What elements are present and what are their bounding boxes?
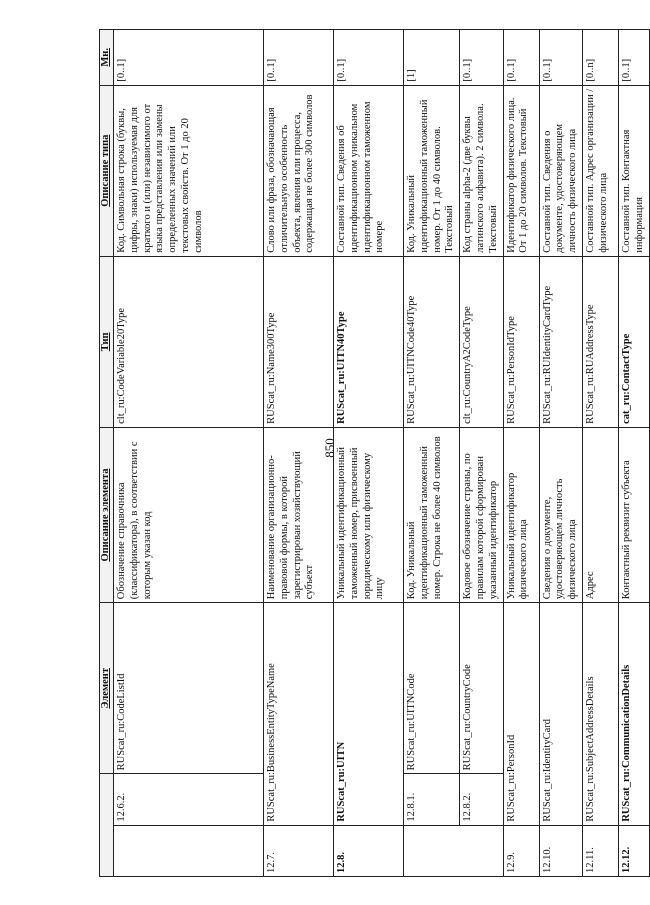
row-element: RUScat_ru:PersonId	[503, 603, 539, 825]
row-element-description: Адрес	[582, 427, 618, 602]
row-element: RUScat_ru:SubjectAddressDetails	[582, 603, 618, 825]
row-type-description: Идентификатор физического лица. От 1 до 20 символов. Текстовый	[503, 85, 539, 256]
header-type-description: Описание типа	[100, 85, 114, 256]
row-element-description: Сведения о документе, удостоверяющем личность физического лица	[539, 427, 582, 602]
row-indent	[460, 825, 503, 876]
row-num: 12.8.1.	[404, 774, 460, 825]
row-type: RUScat_ru:UITNCode40Type	[404, 256, 460, 427]
row-type-description: Код страны alpha-2 (две буквы латинского алфавита). 2 символа. Текстовый	[460, 85, 503, 256]
row-element: RUScat_ru:UITNCode	[404, 603, 460, 774]
row-multiplicity: [0..1]	[618, 30, 649, 86]
row-multiplicity: [0..1]	[539, 30, 582, 86]
row-multiplicity: [0..1]	[460, 30, 503, 86]
row-type-description: Код. Символьная строка (буквы, цифры, знаки) используемая для краткого и (или) независимого от языка представления или замены определенных значений или текстовых свойств. От 1 до 20 символов	[114, 85, 264, 256]
row-type: clt_ru:CountryA2CodeType	[460, 256, 503, 427]
row-multiplicity: [0..1]	[503, 30, 539, 86]
row-num: 12.10.	[539, 825, 582, 876]
row-type-description: Слово или фраза, обозначающая отличительную особенность объекта, явления или процесса, содержащая не более 300 символов	[264, 85, 334, 256]
page-number: 850	[322, 438, 337, 458]
row-type: RUScat_ru:PersonIdType	[503, 256, 539, 427]
row-num: 12.6.2.	[114, 774, 264, 825]
header-num	[100, 774, 114, 877]
row-type-description: Составной тип. Контактная информация	[618, 85, 649, 256]
header-element: Элемент	[100, 603, 114, 774]
row-type-description: Код. Уникальный идентификационный таможенный номер. От 1 до 40 символов. Текстовый	[404, 85, 460, 256]
row-type-description: Составной тип. Сведения о документе, удостоверяющем личность физического лица	[539, 85, 582, 256]
row-type-description: Составной тип. Адрес организации / физического лица	[582, 85, 618, 256]
table-row	[460, 30, 503, 877]
row-multiplicity: [0..n]	[582, 30, 618, 86]
table-header-row	[100, 30, 114, 877]
row-element: RUScat_ru:UITN	[334, 603, 404, 825]
row-type: cat_ru:ContactType	[618, 256, 649, 427]
row-multiplicity: [0..1]	[334, 30, 404, 86]
table-row	[539, 30, 582, 877]
row-type: RUScat_ru:RUAddressType	[582, 256, 618, 427]
row-element-description: Наименование организационно-правовой формы, в которой зарегистрирован хозяйствующий субъект	[264, 427, 334, 602]
row-element-description: Уникальный идентификационный таможенный номер, присвоенный юридическому или физическому лицу	[334, 427, 404, 602]
schema-table	[99, 29, 650, 877]
row-element-description: Уникальный идентификатор физического лица	[503, 427, 539, 602]
header-type: Тип	[100, 256, 114, 427]
row-element: RUScat_ru:CountryCode	[460, 603, 503, 774]
row-type-description: Составной тип. Сведения об идентификационном уникальном идентификационном таможенном номере	[334, 85, 404, 256]
row-type: clt_ru:CodeVariable20Type	[114, 256, 264, 427]
header-multiplicity: Мн.	[100, 30, 114, 86]
row-num: 12.12.	[618, 825, 649, 876]
row-num: 12.11.	[582, 825, 618, 876]
row-element: RUScat_ru:CodeListId	[114, 603, 264, 774]
row-num: 12.9.	[503, 825, 539, 876]
row-element: RUScat_ru:CommunicationDetails	[618, 603, 649, 825]
row-element: RUScat_ru:IdentityCard	[539, 603, 582, 825]
row-multiplicity: [1]	[404, 30, 460, 86]
row-indent	[404, 825, 460, 876]
document-table-rotated	[99, 29, 645, 877]
header-element-description: Описание элемента	[100, 427, 114, 602]
row-type: RUScat_ru:Name300Type	[264, 256, 334, 427]
row-multiplicity: [0..1]	[264, 30, 334, 86]
table-row	[582, 30, 618, 877]
table-row	[618, 30, 649, 877]
row-element-description: Контактный реквизит субъекта	[618, 427, 649, 602]
row-type: RUScat_ru:UITN40Type	[334, 256, 404, 427]
table-row	[503, 30, 539, 877]
row-indent	[114, 825, 264, 876]
row-num: 12.7.	[264, 825, 334, 876]
row-element-description: Обозначение справочника (классификатора), в соответствии с которым указан код	[114, 427, 264, 602]
table-row	[114, 30, 264, 877]
row-element-description: Код. Уникальный идентификационный таможенный номер. Строка не более 40 символов	[404, 427, 460, 602]
row-num: 12.8.	[334, 825, 404, 876]
table-row	[404, 30, 460, 877]
table-row	[264, 30, 334, 877]
row-element: RUScat_ru:BusinessEntityTypeName	[264, 603, 334, 825]
row-type: RUScat_ru:RUIdentityCardType	[539, 256, 582, 427]
table-row	[334, 30, 404, 877]
row-multiplicity: [0..1]	[114, 30, 264, 86]
row-element-description: Кодовое обозначение страны, по правилам которой сформирован указанный идентификатор	[460, 427, 503, 602]
row-num: 12.8.2.	[460, 774, 503, 825]
